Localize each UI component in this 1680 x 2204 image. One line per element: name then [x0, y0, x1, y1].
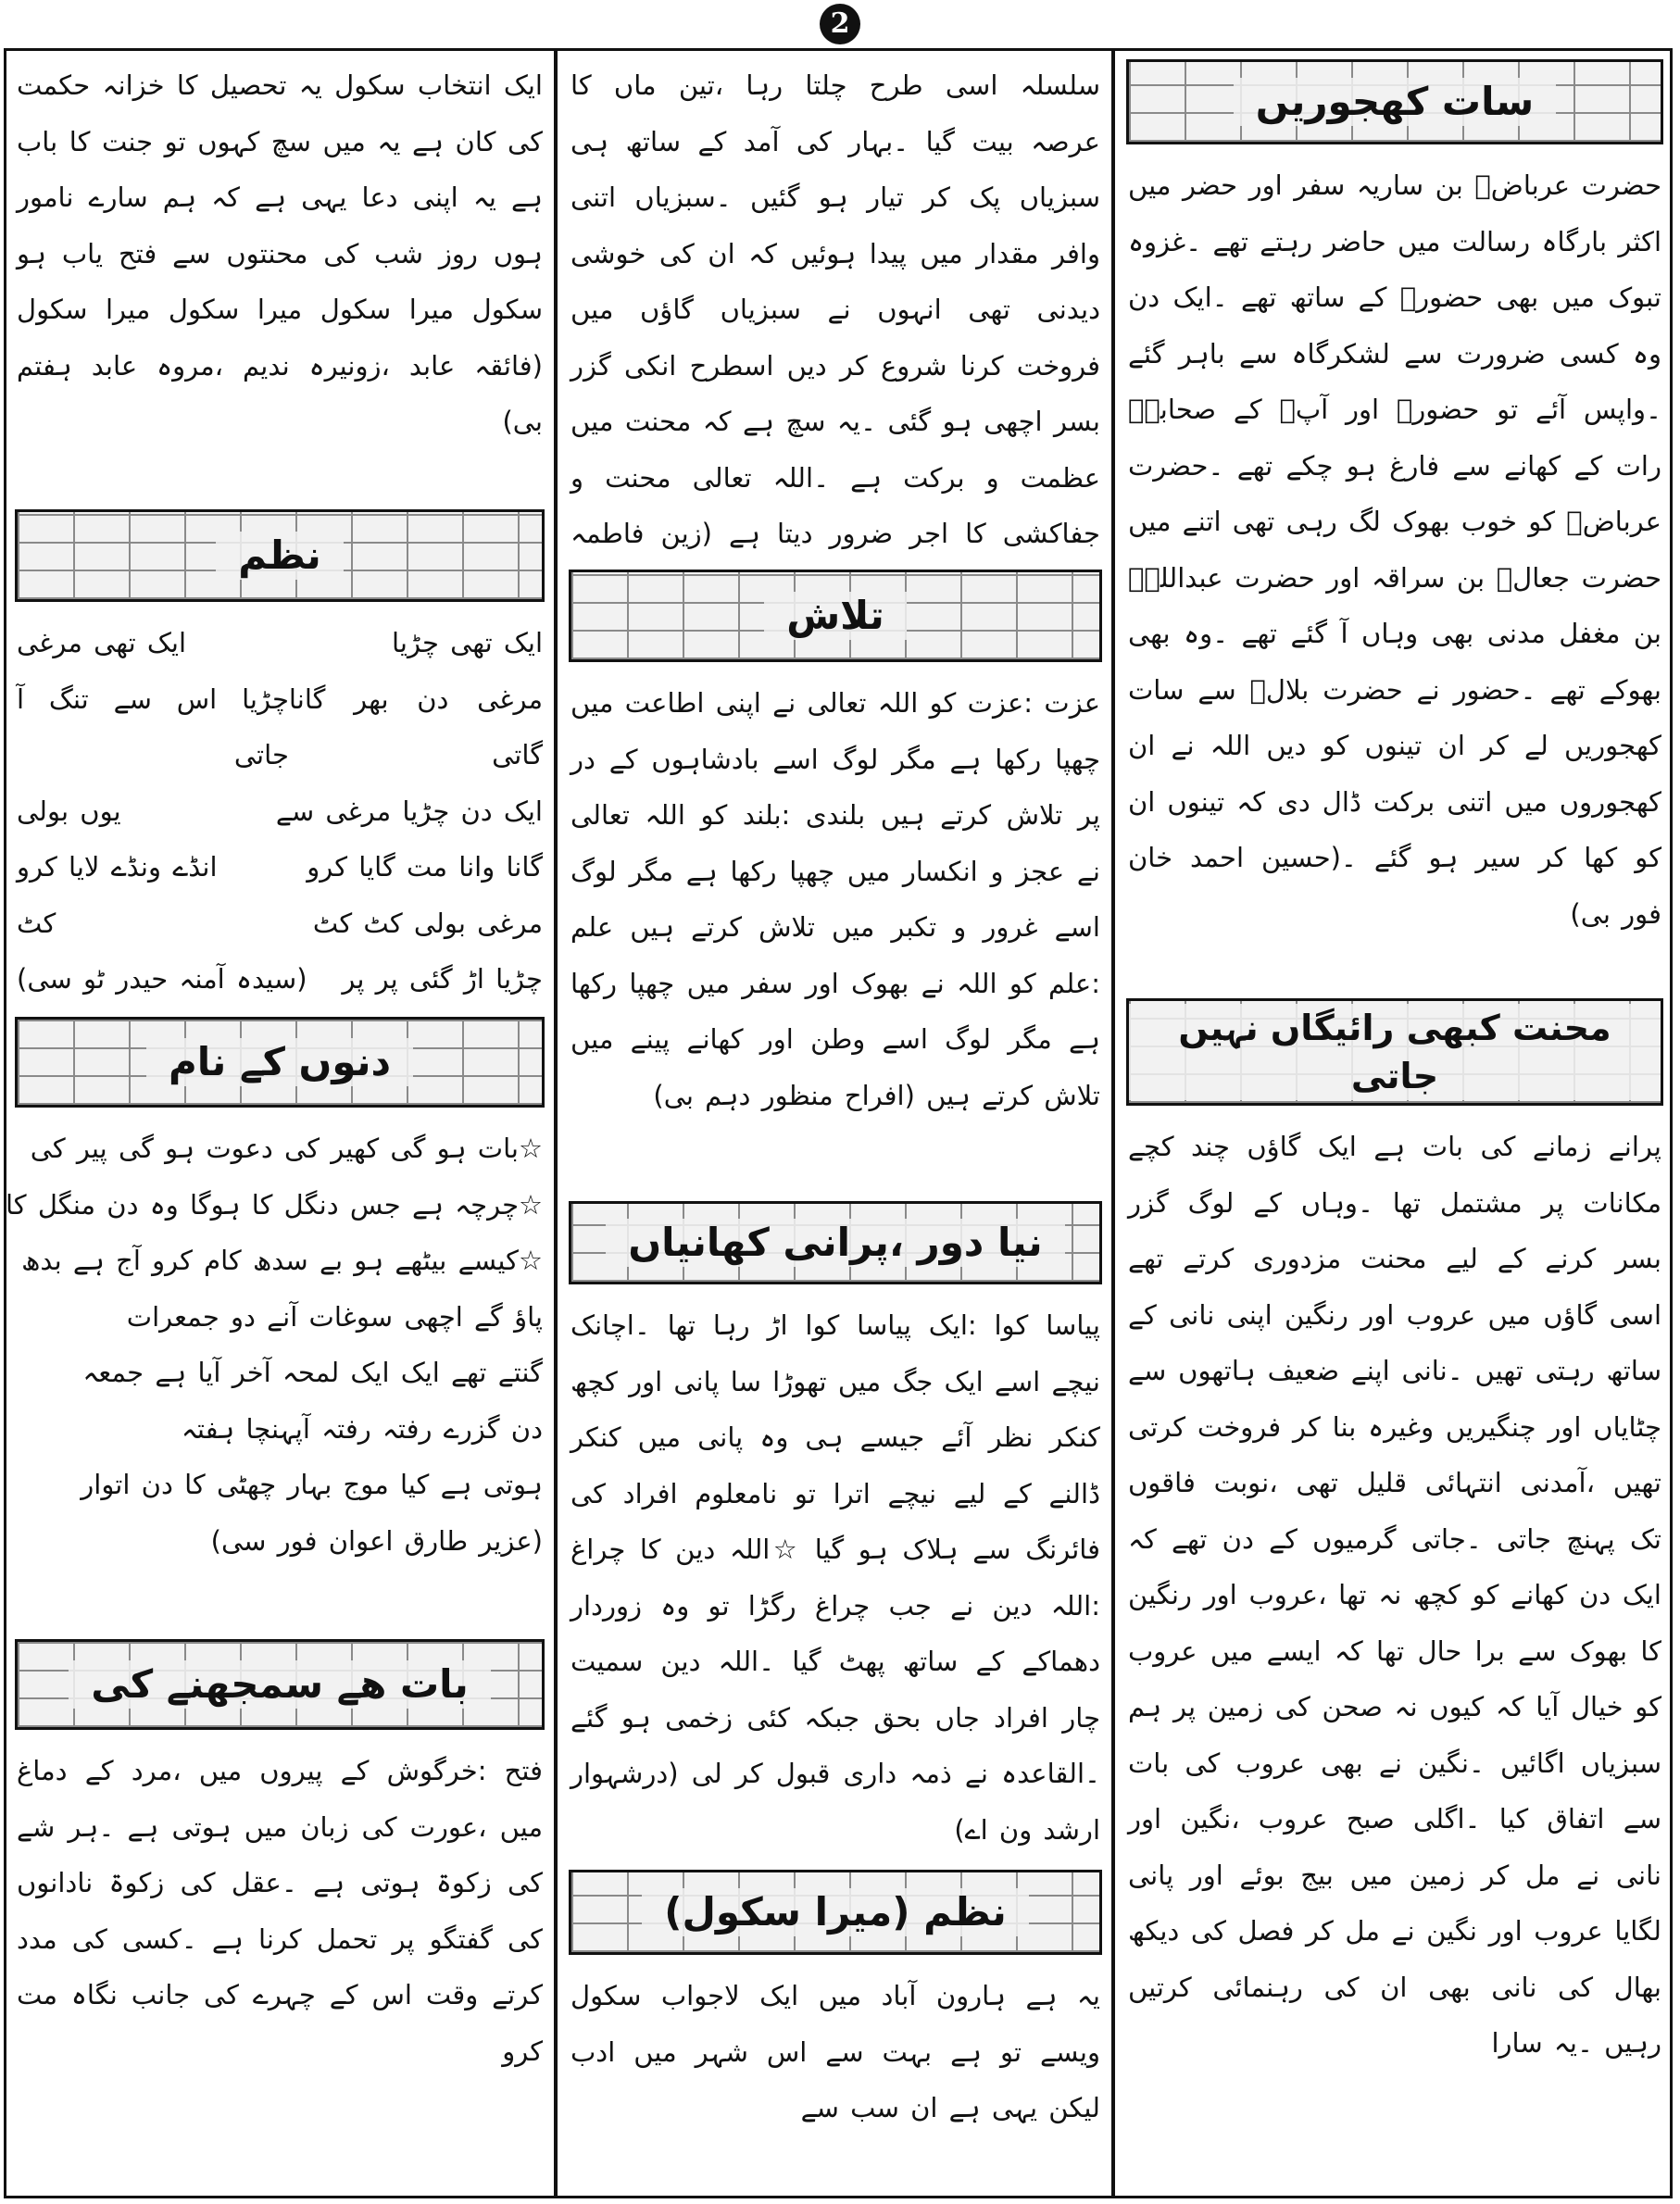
- heading-mehnat: [1126, 998, 1663, 1106]
- poem-line: [17, 671, 543, 783]
- article-mehnat-continued: سلسلہ اسی طرح چلتا رہا ،تین ماں کا عرصہ بیت گیا ۔بہار کی آمد کے ساتھ ہی سبزیاں پک کر تیار ہو گئیں ۔سبزیاں اتنی وافر مقدار میں پیدا ہوئیں کہ ان کی خوشی دیدنی تھی انہوں نے سبزیاں گاؤں میں فروخت کرنا شروع کر دیں اسطرح انکی گزر بسر اچھی ہو گئی ۔یہ سچ ہے کہ محنت میں عظمت و برکت ہے ۔اللہ تعالی محنت و جفاکشی کا اجر ضرور دیتا ہے (زین فاطمہ: [570, 69, 1100, 549]
- verse: ایک تھی چڑیا: [392, 627, 543, 658]
- poem-line: دن گزرے رفتہ رفتہ آپہنچا ہفتہ: [181, 1412, 543, 1445]
- poem-line: ☆بات ہو گی کھیر کی دعوت ہو گی پیر کی: [30, 1133, 543, 1164]
- verse: انڈے ونڈے لایا کرو: [17, 851, 218, 883]
- heading-mera-school: [569, 1870, 1102, 1955]
- verse: ایک دن چڑیا مرغی سے: [275, 795, 543, 827]
- verse: (سیدہ آمنہ حیدر ٹو سی): [17, 963, 307, 995]
- poem-line: [17, 895, 543, 952]
- page-number: 2: [820, 4, 860, 44]
- article-saat-khajoorain: حضرت عرباضؓ بن ساریہ سفر اور حضر میں اکثر بارگاہ رسالت میں حاضر رہتے تھے ۔غزوہ تبوک میں بھی حضورؐ کے ساتھ تھے ۔ایک دن وہ کسی ضرورت سے لشکرگاہ سے باہر گئے ۔واپس آئے تو حضورؐ اور آپؐ کے صحابہؓ رات کے کھانے سے فارغ ہو چکے تھے ۔حضرت عرباضؓ کو خوب بھوک لگ رہی تھی اتنے میں حضرت جعالؓ بن سراقہ اور حضرت عبداللہؓ بن مغفل مدنی بھی وہاں آ گئے تھے ۔وہ بھی بھوکے تھے ۔حضور نے حضرت بلالؓ سے سات کھجوریں لے کر ان تینوں کو دیں اللہ نے ان کھجوروں میں اتنی برکت ڈال دی کہ تینوں ان کو کھا کر سیر ہو گئے ۔(حسین احمد خان فور بی): [1128, 169, 1661, 930]
- poem-dinon-ke-naam: [6, 1121, 543, 1632]
- poem-chirya-murghi: [17, 615, 543, 1009]
- heading-text: سات کھجوریں: [1234, 78, 1556, 126]
- poem-line: ☆چرچہ ہے جس دنگل کا ہوگا وہ دن منگل کا: [6, 1188, 543, 1221]
- verse: چڑیا اس سے تنگ آ جاتی: [17, 682, 289, 770]
- heading-baat-hai-samajhne-ki: [15, 1639, 545, 1730]
- poem-line: پاؤ گے اچھی سوغات آنے دو جمعرات: [126, 1300, 543, 1333]
- heading-text: دنوں کے نام: [146, 1038, 413, 1086]
- poem-line: [17, 951, 543, 1008]
- heading-talash: [569, 570, 1102, 662]
- heading-text: نظم (میرا سکول): [642, 1888, 1028, 1936]
- article-naya-daur: پیاسا کوا :ایک پیاسا کوا اڑ رہا تھا ۔اچانک نیچے اسے ایک جگ میں تھوڑا سا پانی اور کچھ کنکر نظر آئے جیسے ہی وہ پانی میں کنکر ڈالنے کے لیے نیچے اترا تو نامعلوم افراد کی فائرنگ سے ہلاک ہو گیا ☆اللہ دین کا چراغ :اللہ دین نے جب چراغ رگڑا تو وہ زوردار دھماکے کے ساتھ پھٹ گیا ۔اللہ دین سمیت چار افراد جاں بحق جبکہ کئی زخمی ہو گئے ۔القاعدہ نے ذمہ داری قبول کر لی (درشہوار ارشد ون اے): [570, 1309, 1100, 1846]
- verse: گانا وانا مت گایا کرو: [307, 851, 543, 883]
- column-right: [1117, 54, 1673, 2195]
- poem-line: ☆کیسے بیٹھے ہو بے سدھ کام کرو آج ہے بدھ: [21, 1245, 543, 1276]
- heading-text: نیا دور ،پرانی کھانیاں: [606, 1219, 1064, 1267]
- poem-line: [17, 839, 543, 895]
- heading-text: بات ھے سمجھنے کی: [69, 1660, 490, 1709]
- article-talash: عزت :عزت کو اللہ تعالی نے اپنی اطاعت میں چھپا رکھا ہے مگر لوگ اسے بادشاہوں کے در پر تلاش کرتے ہیں بلندی :بلند کو اللہ تعالی نے عجز و انکسار میں چھپا رکھا ہے مگر لوگ اسے غرور و تکبر میں تلاش کرتے ہیں علم :علم کو اللہ نے بھوک اور سفر میں چھپا رکھا ہے مگر لوگ اسے وطن اور کھانے پینے میں تلاش کرتے ہیں (افراح منظور دہم بی): [570, 687, 1100, 1111]
- heading-nazm: [15, 509, 545, 602]
- heading-text: نظم: [216, 532, 344, 580]
- verse: مرغی دن بھر گانا گاتی: [288, 682, 543, 770]
- poem-line: [17, 615, 543, 671]
- poem-line: [17, 783, 543, 840]
- verse: مرغی بولی کٹ کٹ: [312, 907, 543, 939]
- poem-line: گنتے تھے ایک ایک لمحہ آخر آیا ہے جمعہ: [82, 1357, 543, 1388]
- verse: ایک تھی مرغی: [17, 627, 187, 658]
- article-mehnat: پرانے زمانے کی بات ہے ایک گاؤں چند کچے مکانات پر مشتمل تھا ۔وہاں کے لوگ گزر بسر کرنے کے لیے محنت مزدوری کرتے تھے اسی گاؤں میں عروب اور رنگین اپنی نانی کے ساتھ رہتی تھیں ۔نانی اپنے ضعیف ہاتھوں سے چٹایاں اور چنگیریں وغیرہ بنا کر فروخت کرتی تھیں ،آمدنی انتہائی قلیل تھی ،نوبت فاقوں تک پہنچ جاتی ۔جاتی گرمیوں کے دن تھے کہ ایک دن کھانے کو کچھ نہ تھا ،عروب اور رنگین کا بھوک سے برا حال تھا کہ ایسے میں عروب کو خیال آیا کہ کیوں نہ صحن کی زمین پر ہم سبزیاں اگائیں ۔نگین نے بھی عروب کی بات سے اتفاق کیا ۔اگلی صبح عروب ،نگین اور نانی نے مل کر زمین میں بیج بوئے اور پانی لگایا عروب اور نگین نے مل کر فصل کی دیکھ بھال کی نانی بھی ان کی رہنمائی کرتیں رہیں ۔یہ سارا: [1128, 1131, 1661, 2059]
- poem-mera-school: یہ ہے ہارون آباد میں ایک لاجواب سکول ویسے تو ہے بہت سے اس شہر میں ادب لیکن یہی ہے ان سب سے: [570, 1980, 1100, 2123]
- column-left: [6, 54, 554, 2195]
- verse: یوں بولی: [17, 795, 121, 827]
- verse: چڑیا اڑ گئی پر پر: [342, 963, 543, 995]
- column-middle: [559, 54, 1111, 2195]
- article-baat-hai-samajhne-ki: فتح :خرگوش کے پیروں میں ،مرد کے دماغ میں ،عورت کی زبان میں ہوتی ہے ۔ہر شے کی زکوۃ ہوتی ہے ۔عقل کی زکوۃ نادانوں کی گفتگو پر تحمل کرنا ہے ۔کسی کی مدد کرتے وقت اس کے چہرے کی جانب نگاہ مت کرو: [17, 1755, 543, 2067]
- heading-dinon-ke-naam: [15, 1017, 545, 1108]
- poem-line: ہوتی ہے کیا موج بہار چھٹی کا دن اتوار: [81, 1469, 543, 1500]
- poem-line: (عزیر طارق اعوان فور سی): [210, 1524, 543, 1557]
- poem-mera-school-continued: ایک انتخاب سکول یہ تحصیل کا خزانہ حکمت کی کان ہے یہ میں سچ کہوں تو جنت کا باب ہے یہ اپنی دعا یہی ہے کہ ہم سارے نامور ہوں روز شب کی محنتوں سے فتح یاب ہو سکول میرا سکول میرا سکول میرا سکول (فائقہ عابد ،زونیرہ ندیم ،مروہ عابد ہفتم بی): [17, 69, 543, 437]
- heading-naya-daur: [569, 1201, 1102, 1284]
- column-divider: [554, 48, 558, 2198]
- heading-text: تلاش: [764, 592, 907, 640]
- column-divider: [1111, 48, 1115, 2198]
- heading-text: محنت کبھی رائیگاں نہیں جاتی: [1129, 1004, 1661, 1100]
- verse: کٹ: [17, 907, 56, 939]
- heading-saat-khajoorain: [1126, 59, 1663, 144]
